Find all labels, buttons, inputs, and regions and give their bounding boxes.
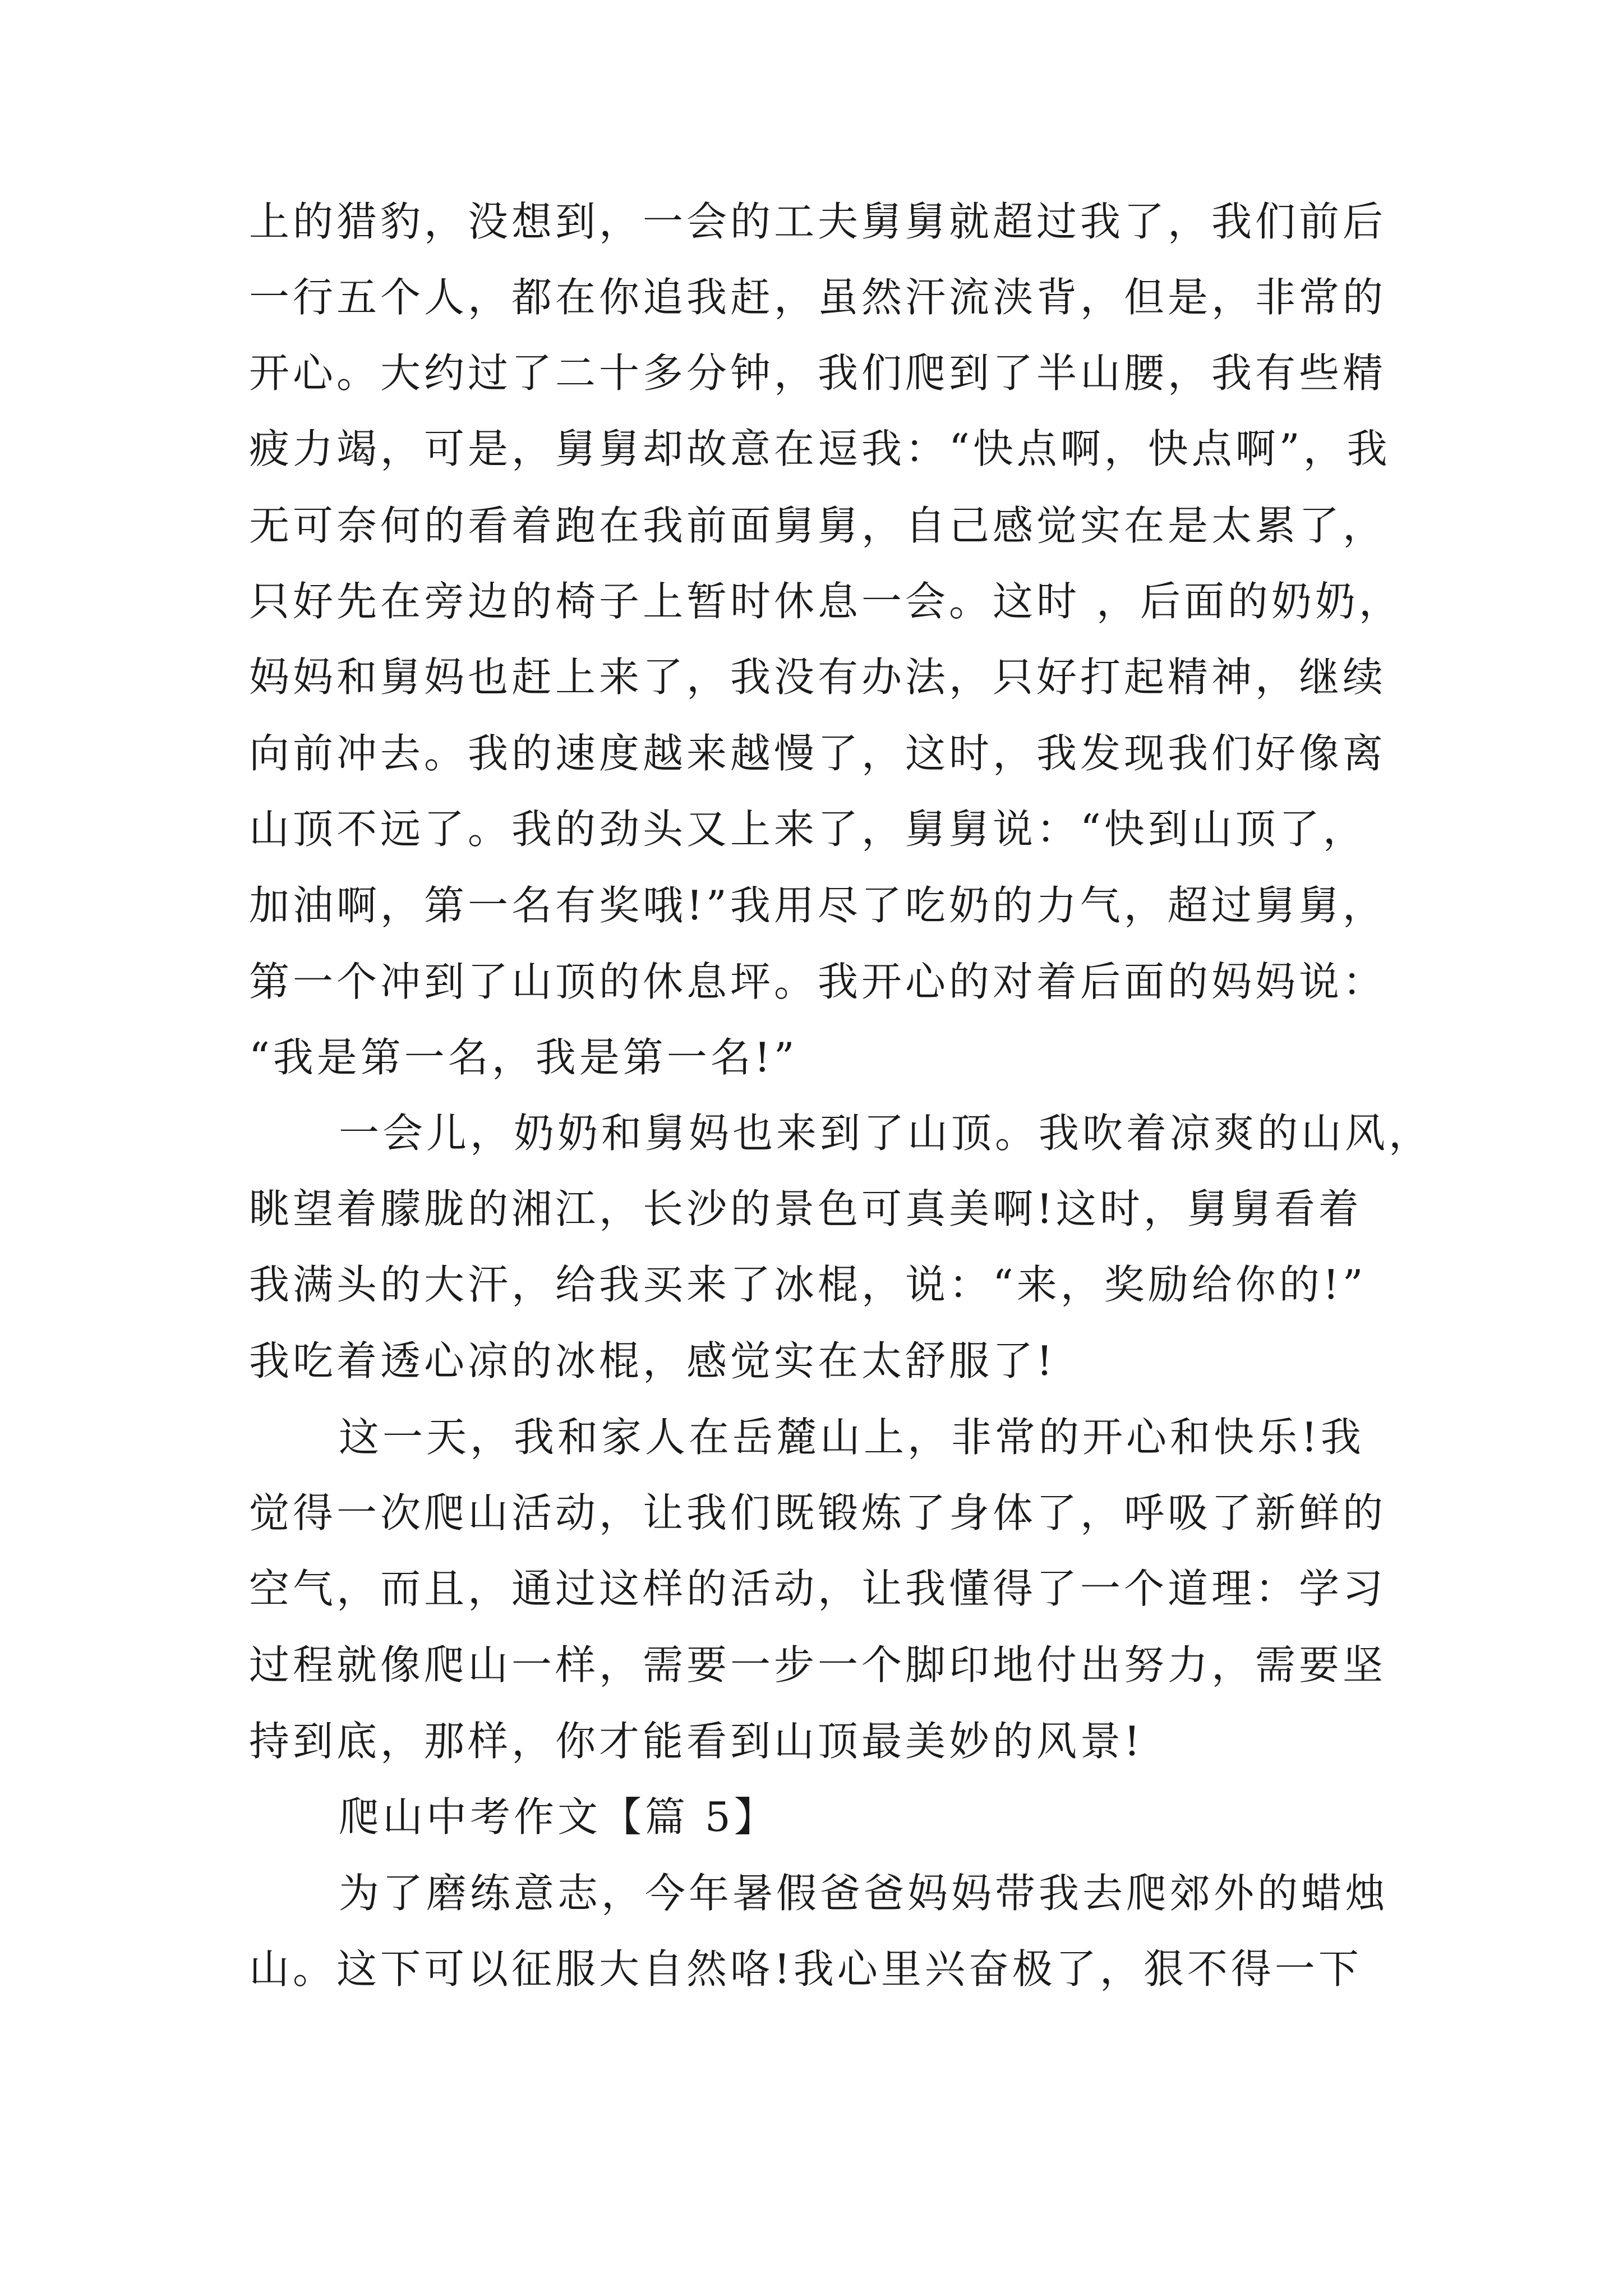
text-line: 空气，而且，通过这样的活动，让我懂得了一个道理：学习 — [249, 1565, 1387, 1612]
text-line: 向前冲去。我的速度越来越慢了，这时，我发现我们好像离 — [249, 730, 1387, 777]
text-line: 山。这下可以征服大自然咯!我心里兴奋极了，狠不得一下 — [249, 1945, 1362, 1993]
text-line: 觉得一次爬山活动，让我们既锻炼了身体了，呼吸了新鲜的 — [249, 1489, 1387, 1536]
text-line: 只好先在旁边的椅子上暂时休息一会。这时 ，后面的奶奶， — [249, 578, 1403, 625]
text-line: 开心。大约过了二十多分钟，我们爬到了半山腰，我有些精 — [249, 349, 1387, 397]
text-line: 我吃着透心凉的冰棍，感觉实在太舒服了! — [249, 1337, 1056, 1384]
text-line: 山顶不远了。我的劲头又上来了，舅舅说：“快到山顶了， — [249, 806, 1367, 853]
section-heading: 爬山中考作文【篇 5】 — [339, 1793, 778, 1841]
text-line: 一行五个人，都在你追我赶，虽然汗流浃背，但是，非常的 — [249, 274, 1387, 321]
text-line: 无可奈何的看着跑在我前面舅舅，自己感觉实在是太累了， — [249, 502, 1387, 549]
text-line: 我满头的大汗，给我买来了冰棍，说：“来，奖励给你的!” — [249, 1261, 1367, 1308]
text-line: 第一个冲到了山顶的休息坪。我开心的对着后面的妈妈说： — [249, 958, 1387, 1005]
text-line: 加油啊，第一名有奖哦!”我用尽了吃奶的力气，超过舅舅， — [249, 882, 1386, 929]
paragraph-start-line: 一会儿，奶奶和舅妈也来到了山顶。我吹着凉爽的山风， — [339, 1110, 1433, 1157]
text-line: 疲力竭，可是，舅舅却故意在逗我：“快点啊，快点啊”，我 — [249, 425, 1391, 472]
text-line: 过程就像爬山一样，需要一步一个脚印地付出努力，需要坚 — [249, 1641, 1387, 1688]
text-line: 持到底，那样，你才能看到山顶最美妙的风景! — [249, 1718, 1144, 1765]
text-line: 上的猎豹，没想到，一会的工夫舅舅就超过我了，我们前后 — [249, 198, 1387, 245]
paragraph-start-line: 这一天，我和家人在岳麓山上，非常的开心和快乐!我 — [339, 1414, 1364, 1461]
text-line: 眺望着朦胧的湘江，长沙的景色可真美啊!这时，舅舅看着 — [249, 1185, 1362, 1232]
text-line: 妈妈和舅妈也赶上来了，我没有办法，只好打起精神，继续 — [249, 654, 1387, 701]
paragraph-start-line: 为了磨练意志，今年暑假爸爸妈妈带我去爬郊外的蜡烛 — [339, 1870, 1389, 1917]
text-line: “我是第一名，我是第一名!” — [249, 1034, 798, 1081]
